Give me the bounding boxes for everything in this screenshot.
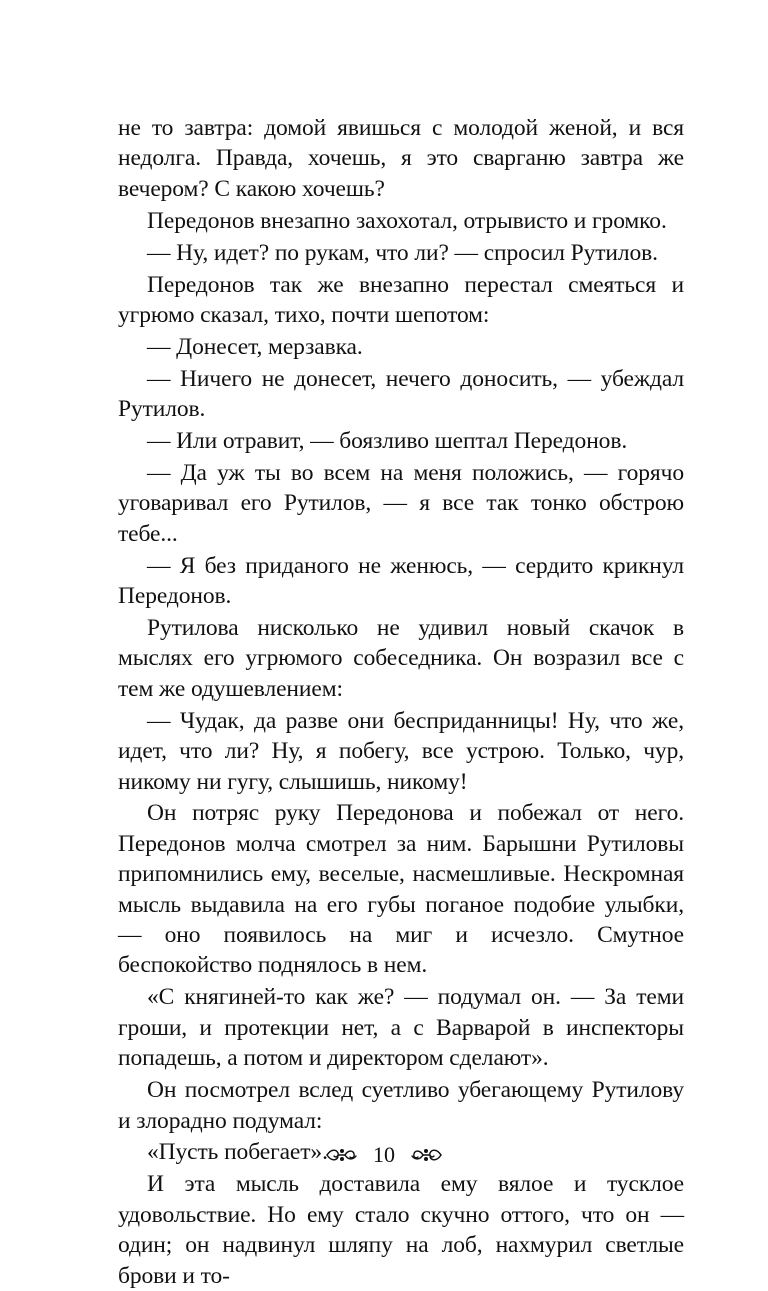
paragraph-7: — Или отравит, — боязливо шептал Передонов.	[147, 428, 628, 455]
page-number: 10	[373, 1142, 395, 1167]
paragraph-10: Рутилова нисколько не удивил новый скачок в мыслях его угрюмого собеседника. Он возразил все с тем же одушевлением:	[118, 615, 684, 702]
paragraph-13: «С княгиней-то как же? — подумал он. — За теми гроши, и протекции нет, а с Варварой в инспекторы попадешь, а потом и директором сделают».	[118, 984, 684, 1072]
paragraph-2: Передонов внезапно захохотал, отрывисто и громко.	[147, 207, 667, 234]
page-footer	[0, 1140, 768, 1170]
paragraph-9: — Я без приданого не женюсь, — сердито крикнул Передонов.	[118, 552, 684, 610]
paragraph-5: — Донесет, мерзавка.	[147, 333, 363, 360]
paragraph-4: Передонов так же внезапно перестал смеяться и угрюмо сказал, тихо, почти шепотом:	[118, 271, 684, 328]
fleuron-left-icon	[325, 1145, 359, 1165]
paragraph-8: — Да уж ты во всем на меня положись, — горячо уговаривал его Рутилов, — я все так тонко обстрою тебе...	[118, 459, 684, 547]
paragraph-15: «Пусть побегает».	[147, 1139, 328, 1166]
paragraph-12: Он потряс руку Передонова и побежал от него. Передонов молча смотрел за ним. Барышни Рутиловы припомнились ему, веселые, насмешливые. Нескромная мысль выдавила на его губы поганое подобие улыбки, — оно появилось на миг и исчезло. Смутное беспокойство поднялось в нем.	[118, 800, 684, 979]
paragraph-6: — Ничего не донесет, нечего доносить, — убеждал Рутилов.	[118, 365, 684, 423]
paragraph-1: не то завтра: домой явишься с молодой женой, и вся недолга. Правда, хочешь, я это сварганю завтра же вечером? С какою хочешь?	[118, 115, 684, 202]
paragraph-11: — Чудак, да разве они бесприданницы! Ну, что же, идет, что ли? Ну, я побегу, все устрою. Только, чур, никому ни гугу, слышишь, никому!	[118, 707, 684, 795]
paragraph-14: Он посмотрел вслед суетливо убегающему Рутилову и злорадно подумал:	[118, 1077, 684, 1134]
paragraph-16: И эта мысль доставила ему вялое и тусклое удовольствие. Но ему стало скучно оттого, что он — один; он надвинул шляпу на лоб, нахмурил светлые брови и то-	[118, 1171, 684, 1289]
paragraph-3: — Ну, идет? по рукам, что ли? — спросил Рутилов.	[147, 239, 658, 266]
fleuron-right-icon	[409, 1145, 443, 1165]
page-text	[118, 113, 684, 1291]
